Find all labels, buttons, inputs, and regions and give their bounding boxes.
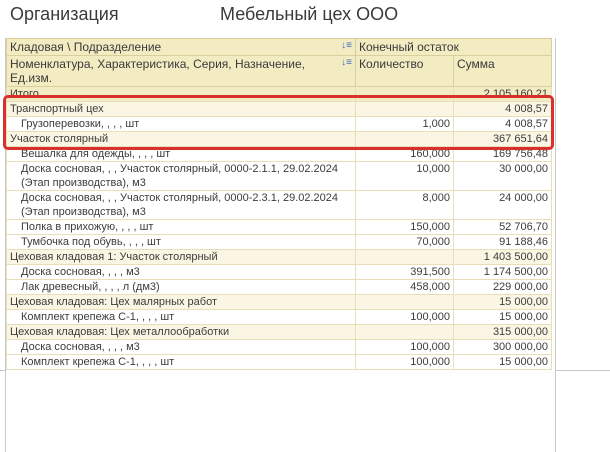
- row-name: Полка в прихожую, , , , шт: [7, 220, 356, 235]
- row-sum: 4 008,57: [454, 117, 552, 132]
- row-quantity: 100,000: [356, 355, 454, 370]
- row-sum: 367 651,64: [454, 132, 552, 147]
- row-name: Лак древесный, , , , л (дм3): [7, 280, 356, 295]
- row-name: Цеховая кладовая: Цех металлообработки: [7, 325, 356, 340]
- row-quantity: 391,500: [356, 265, 454, 280]
- row-quantity: [356, 132, 454, 147]
- row-sum: 91 188,46: [454, 235, 552, 250]
- row-sum: 52 706,70: [454, 220, 552, 235]
- table-row[interactable]: [7, 235, 552, 250]
- organization-value: Мебельный цех ООО: [220, 4, 399, 24]
- column-header-nomenclature[interactable]: ↓≡ Номенклатура, Характеристика, Серия, Назначение, Ед.изм.: [7, 56, 356, 87]
- report-table: [6, 38, 552, 370]
- row-name: Комплект крепежа С-1, , , , шт: [7, 310, 356, 325]
- table-row-group[interactable]: [7, 325, 552, 340]
- row-name: Цеховая кладовая: Цех малярных работ: [7, 295, 356, 310]
- table-row-group[interactable]: [7, 102, 552, 117]
- table-row-group[interactable]: [7, 132, 552, 147]
- organization-label: Организация: [10, 4, 119, 24]
- row-quantity: [356, 295, 454, 310]
- row-name: Вешалка для одежды, , , , шт: [7, 147, 356, 162]
- row-name: Тумбочка под обувь, , , , шт: [7, 235, 356, 250]
- row-sum: 1 403 500,00: [454, 250, 552, 265]
- row-sum: 4 008,57: [454, 102, 552, 117]
- column-header-end-balance[interactable]: Конечный остаток: [356, 39, 552, 56]
- table-row[interactable]: [7, 355, 552, 370]
- row-sum: 24 000,00: [454, 191, 552, 220]
- table-row[interactable]: [7, 280, 552, 295]
- table-row[interactable]: [7, 340, 552, 355]
- row-quantity: 100,000: [356, 340, 454, 355]
- table-row[interactable]: [7, 162, 552, 191]
- row-name: Грузоперевозки, , , , шт: [7, 117, 356, 132]
- row-name: Транспортный цех: [7, 102, 356, 117]
- row-name: Комплект крепежа С-1, , , , шт: [7, 355, 356, 370]
- row-quantity: 10,000: [356, 162, 454, 191]
- table-row[interactable]: [7, 147, 552, 162]
- table-row-group[interactable]: [7, 250, 552, 265]
- row-sum: 15 000,00: [454, 355, 552, 370]
- row-name: Доска сосновая, , , Участок столярный, 0000-2.3.1, 29.02.2024 (Этап производства), м3: [7, 191, 356, 220]
- row-quantity: 70,000: [356, 235, 454, 250]
- row-quantity: [356, 87, 454, 102]
- row-sum: 315 000,00: [454, 325, 552, 340]
- column-header-warehouse[interactable]: Кладовая \ Подразделение ↓≡: [7, 39, 356, 56]
- row-name: Доска сосновая, , , , м3: [7, 265, 356, 280]
- row-quantity: 458,000: [356, 280, 454, 295]
- sort-icon[interactable]: ↓≡: [341, 57, 352, 68]
- row-name: Итого: [7, 87, 356, 102]
- row-name: Участок столярный: [7, 132, 356, 147]
- sort-icon[interactable]: ↓≡: [341, 40, 352, 51]
- row-name: Доска сосновая, , , Участок столярный, 0000-2.1.1, 29.02.2024 (Этап производства), м3: [7, 162, 356, 191]
- table-row[interactable]: [7, 191, 552, 220]
- row-sum: 229 000,00: [454, 280, 552, 295]
- row-sum: 15 000,00: [454, 295, 552, 310]
- table-row-group[interactable]: [7, 295, 552, 310]
- row-quantity: 150,000: [356, 220, 454, 235]
- column-header-sum[interactable]: Сумма: [454, 56, 552, 87]
- row-quantity: 8,000: [356, 191, 454, 220]
- row-quantity: [356, 325, 454, 340]
- row-name: Доска сосновая, , , , м3: [7, 340, 356, 355]
- row-sum: 2 105 160,21: [454, 87, 552, 102]
- row-quantity: 100,000: [356, 310, 454, 325]
- row-sum: 300 000,00: [454, 340, 552, 355]
- table-row[interactable]: [7, 310, 552, 325]
- row-quantity: [356, 102, 454, 117]
- row-sum: 15 000,00: [454, 310, 552, 325]
- table-row[interactable]: [7, 117, 552, 132]
- row-name: Цеховая кладовая 1: Участок столярный: [7, 250, 356, 265]
- row-sum: 169 756,48: [454, 147, 552, 162]
- row-sum: 30 000,00: [454, 162, 552, 191]
- grid-stub-left: [0, 370, 6, 371]
- row-quantity: [356, 250, 454, 265]
- table-row[interactable]: [7, 265, 552, 280]
- table-row-total[interactable]: [7, 87, 552, 102]
- grid-line-right: [555, 38, 556, 452]
- table-row[interactable]: [7, 220, 552, 235]
- row-quantity: 160,000: [356, 147, 454, 162]
- column-header-quantity[interactable]: Количество: [356, 56, 454, 87]
- row-sum: 1 174 500,00: [454, 265, 552, 280]
- row-quantity: 1,000: [356, 117, 454, 132]
- grid-stub-right: [555, 370, 610, 371]
